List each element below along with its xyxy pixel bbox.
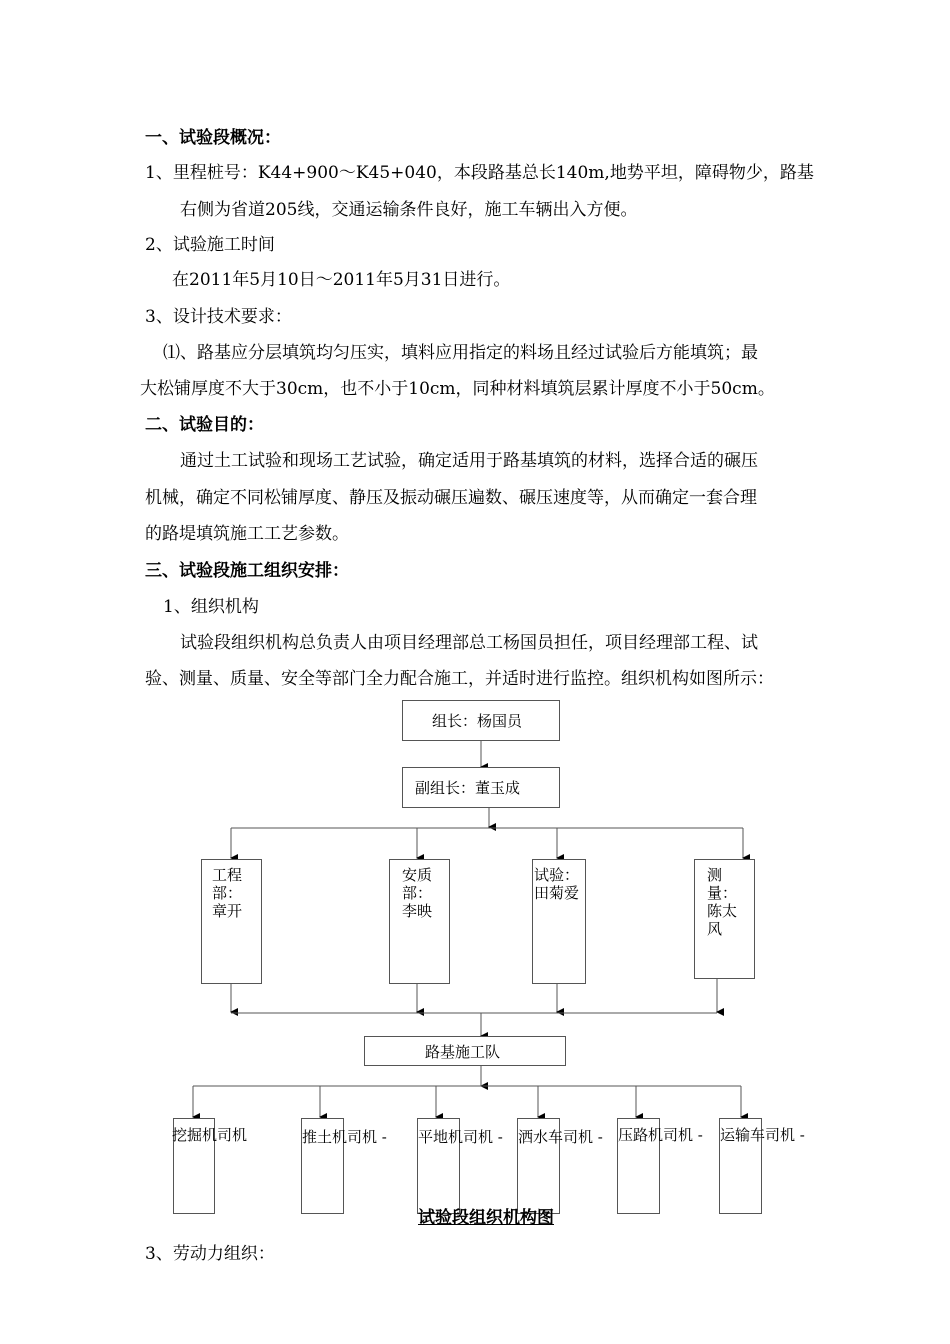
- dept-safety-line: 安质: [402, 866, 433, 884]
- section-2-title: 二、试验目的：: [145, 415, 264, 435]
- s3-line2: 验、测量、质量、安全等部门全力配合施工，并适时进行监控。组织机构如图所示：: [145, 669, 774, 689]
- deputy-box: [402, 767, 560, 808]
- s1-item2-detail: 在2011年5月10日～2011年5月31日进行。: [172, 270, 511, 290]
- dept-testing-line: 田菊爱: [534, 884, 580, 902]
- dept-engineering-line: 章开: [212, 902, 243, 920]
- s2-line1: 通过土工试验和现场工艺试验，确定适用于路基填筑的材料，选择合适的碾压: [180, 451, 758, 471]
- leader-box: [402, 700, 560, 741]
- dept-engineering-line: 工程: [212, 866, 243, 884]
- dept-engineering-box: [201, 859, 262, 984]
- worker-label-roller: 压路机司机 -: [618, 1126, 703, 1144]
- dept-safety-line: 李映: [402, 902, 433, 920]
- worker-label-bulldozer: 推土机司机 -: [302, 1128, 387, 1146]
- s2-line3: 的路堤填筑施工工艺参数。: [145, 524, 349, 544]
- dept-survey-line: 测: [707, 866, 723, 884]
- dept-survey-line: 量：: [707, 884, 738, 902]
- dept-testing-line: 试验：: [534, 866, 580, 884]
- s1-item1-line1: 1、里程桩号：K44+900～K45+040，本段路基总长140m,地势平坦，障碍物少，路基: [145, 163, 814, 183]
- dept-survey-box: [694, 859, 755, 979]
- s3-line1: 试验段组织机构总负责人由项目经理部总工杨国员担任，项目经理部工程、试: [180, 633, 758, 653]
- dept-safety-line: 部：: [402, 884, 433, 902]
- worker-label-sprinkler: 洒水车司机 -: [518, 1128, 603, 1146]
- worker-label-transport: 运输车司机 -: [720, 1126, 805, 1144]
- section-3-title: 三、试验段施工组织安排：: [145, 561, 349, 581]
- worker-label-grader: 平地机司机 -: [418, 1128, 503, 1146]
- s1-item3: 3、设计技术要求：: [145, 307, 292, 327]
- s1-item1-line2: 右侧为省道205线，交通运输条件良好，施工车辆出入方便。: [180, 200, 638, 220]
- s1-item3-line1: ⑴、路基应分层填筑均匀压实，填料应用指定的料场且经过试验后方能填筑；最: [163, 343, 758, 363]
- roadbed-team-label: 路基施工队: [425, 1043, 501, 1061]
- section-1-title: 一、试验段概况：: [145, 128, 281, 148]
- dept-engineering-line: 部：: [212, 884, 243, 902]
- s2-line2: 机械，确定不同松铺厚度、静压及振动碾压遍数、碾压速度等，从而确定一套合理: [145, 488, 757, 508]
- dept-survey-line: 风: [707, 920, 723, 938]
- worker-label-excavator: 挖掘机司机: [172, 1126, 248, 1144]
- dept-safety-quality-box: [389, 859, 450, 984]
- s1-item3-line2: 大松铺厚度不大于30cm，也不小于10cm，同种材料填筑层累计厚度不小于50cm。: [140, 379, 775, 399]
- s3-item3: 3、劳动力组织：: [145, 1244, 275, 1264]
- leader-label: 组长：杨国员: [432, 712, 523, 730]
- deputy-label: 副组长：董玉成: [415, 779, 521, 797]
- org-chart-caption: 试验段组织机构图: [418, 1208, 554, 1228]
- s1-item2: 2、试验施工时间: [145, 235, 275, 255]
- dept-testing-box: [532, 859, 586, 984]
- roadbed-team-box: [364, 1036, 566, 1066]
- dept-survey-line: 陈太: [707, 902, 738, 920]
- s3-item1: 1、组织机构: [163, 597, 259, 617]
